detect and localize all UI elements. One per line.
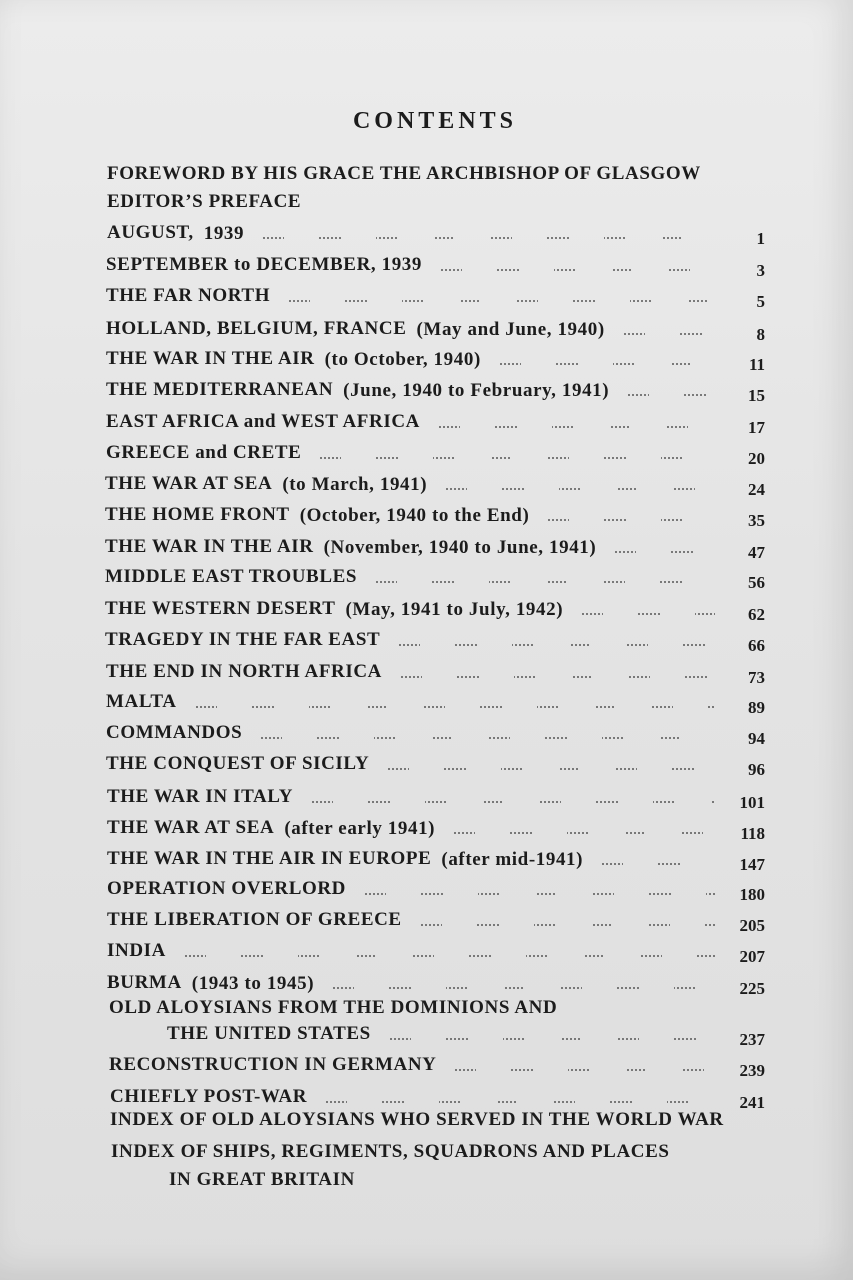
dotted-leader bbox=[601, 863, 715, 865]
toc-entry-page-number: 47 bbox=[748, 543, 765, 562]
toc-entry-title: IN GREAT BRITAIN bbox=[169, 1169, 355, 1190]
toc-entry bbox=[106, 347, 765, 377]
toc-entry-page-number: 147 bbox=[739, 855, 765, 874]
toc-entry-subtitle: (after mid-1941) bbox=[441, 849, 584, 870]
toc-entry bbox=[107, 847, 765, 877]
toc-entry-subtitle: (1943 to 1945) bbox=[191, 973, 315, 994]
toc-entry bbox=[169, 1168, 765, 1198]
dotted-leader bbox=[454, 1069, 715, 1071]
dotted-leader bbox=[311, 801, 715, 803]
toc-entry-title: OLD ALOYSIANS FROM THE DOMINIONS AND bbox=[109, 997, 558, 1018]
toc-entry bbox=[105, 565, 765, 595]
toc-entry bbox=[106, 378, 765, 408]
toc-entry bbox=[107, 221, 765, 251]
toc-entry-title: INDIA bbox=[107, 940, 166, 961]
page-title: CONTENTS bbox=[352, 108, 518, 134]
dotted-leader bbox=[627, 394, 715, 396]
toc-entry-page-number: 239 bbox=[739, 1061, 765, 1080]
toc-entry-page-number: 24 bbox=[748, 480, 765, 499]
toc-entry-title: THE WAR IN ITALY bbox=[107, 786, 294, 807]
toc-entry-title: FOREWORD BY HIS GRACE THE ARCHBISHOP OF GLASGOW bbox=[107, 163, 701, 184]
toc-entry-subtitle: (October, 1940 to the End) bbox=[299, 505, 530, 526]
toc-entry-title: COMMANDOS bbox=[106, 722, 243, 743]
toc-entry-page-number: 56 bbox=[748, 573, 765, 592]
toc-entry-title: RECONSTRUCTION IN GERMANY bbox=[109, 1054, 437, 1075]
toc-entry-page-number: 1 bbox=[756, 229, 765, 248]
toc-entry-title: INDEX OF OLD ALOYSIANS WHO SERVED IN THE WORLD WAR bbox=[110, 1109, 724, 1130]
toc-entry bbox=[111, 1140, 765, 1170]
toc-entry bbox=[105, 628, 765, 658]
toc-entry-subtitle: (November, 1940 to June, 1941) bbox=[323, 537, 597, 558]
dotted-leader bbox=[453, 832, 715, 834]
toc-entry-page-number: 17 bbox=[748, 418, 765, 437]
dotted-leader bbox=[260, 737, 715, 739]
dotted-leader bbox=[438, 426, 715, 428]
toc-entry bbox=[107, 939, 765, 969]
dotted-leader bbox=[420, 924, 715, 926]
toc-entry-title: OPERATION OVERLORD bbox=[107, 878, 346, 899]
dotted-leader bbox=[319, 457, 715, 459]
dotted-leader bbox=[375, 581, 715, 583]
toc-entry-title: GREECE and CRETE bbox=[106, 442, 302, 463]
toc-entry bbox=[106, 284, 765, 314]
toc-entry-page-number: 8 bbox=[756, 325, 765, 344]
toc-entry-subtitle: (to October, 1940) bbox=[324, 349, 481, 370]
dotted-leader bbox=[364, 893, 715, 895]
toc-entry bbox=[105, 597, 765, 627]
dotted-leader bbox=[440, 269, 715, 271]
toc-entry-subtitle: (May and June, 1940) bbox=[416, 319, 605, 340]
toc-entry-title: THE END IN NORTH AFRICA bbox=[106, 661, 382, 682]
toc-entry bbox=[106, 410, 765, 440]
dotted-leader bbox=[581, 613, 715, 615]
toc-entry-page-number: 3 bbox=[756, 261, 765, 280]
toc-entry-title: THE WAR AT SEA bbox=[107, 817, 275, 838]
toc-entry-title: THE FAR NORTH bbox=[106, 285, 271, 306]
toc-entry bbox=[107, 785, 765, 815]
toc-entry-subtitle: (May, 1941 to July, 1942) bbox=[345, 599, 564, 620]
toc-entry-page-number: 66 bbox=[748, 636, 765, 655]
toc-entry bbox=[106, 660, 765, 690]
toc-entry-page-number: 101 bbox=[739, 793, 765, 812]
toc-entry-title: THE LIBERATION OF GREECE bbox=[107, 909, 402, 930]
toc-entry bbox=[107, 877, 765, 907]
toc-entry-page-number: 180 bbox=[739, 885, 765, 904]
toc-entry-page-number: 96 bbox=[748, 760, 765, 779]
toc-entry-title: MALTA bbox=[106, 691, 177, 712]
toc-entry bbox=[106, 441, 765, 471]
toc-entry bbox=[110, 1108, 765, 1138]
toc-entry-title: HOLLAND, BELGIUM, FRANCE bbox=[106, 318, 407, 339]
toc-entry bbox=[107, 162, 765, 192]
toc-entry-title: THE HOME FRONT bbox=[105, 504, 290, 525]
toc-entry-page-number: 241 bbox=[739, 1093, 765, 1112]
toc-entry bbox=[106, 721, 765, 751]
dotted-leader bbox=[398, 644, 715, 646]
toc-entry-page-number: 20 bbox=[748, 449, 765, 468]
toc-entry bbox=[109, 1053, 765, 1083]
toc-entry-page-number: 89 bbox=[748, 698, 765, 717]
toc-entry bbox=[106, 752, 765, 782]
toc-entry-title: MIDDLE EAST TROUBLES bbox=[105, 566, 358, 587]
toc-entry-page-number: 207 bbox=[739, 947, 765, 966]
toc-entry-title: THE WAR AT SEA bbox=[105, 473, 273, 494]
toc-entry-title: EDITOR’S PREFACE bbox=[107, 191, 302, 212]
toc-entry-page-number: 73 bbox=[748, 668, 765, 687]
toc-entry-title: THE MEDITERRANEAN bbox=[106, 379, 334, 400]
toc-entry bbox=[107, 816, 765, 846]
dotted-leader bbox=[400, 676, 715, 678]
toc-entry bbox=[105, 535, 765, 565]
toc-entry bbox=[105, 472, 765, 502]
toc-entry-title: CHIEFLY POST-WAR bbox=[110, 1086, 308, 1107]
dotted-leader bbox=[623, 333, 715, 335]
toc-entry bbox=[107, 190, 765, 220]
dotted-leader bbox=[325, 1101, 715, 1103]
dotted-leader bbox=[614, 551, 715, 553]
toc-entry-subtitle: 1939 bbox=[203, 223, 245, 244]
toc-entry-page-number: 205 bbox=[739, 916, 765, 935]
toc-entry bbox=[107, 908, 765, 938]
toc-entry-page-number: 15 bbox=[748, 386, 765, 405]
toc-entry-page-number: 5 bbox=[756, 292, 765, 311]
toc-entry-page-number: 118 bbox=[740, 824, 765, 843]
dotted-leader bbox=[389, 1038, 715, 1040]
toc-entry-title: INDEX OF SHIPS, REGIMENTS, SQUADRONS AND PLACES bbox=[111, 1141, 670, 1162]
dotted-leader bbox=[445, 488, 715, 490]
toc-entry-title: THE CONQUEST OF SICILY bbox=[106, 753, 370, 774]
toc-entry-title: THE UNITED STATES bbox=[167, 1023, 371, 1044]
toc-entry-page-number: 94 bbox=[748, 729, 765, 748]
dotted-leader bbox=[288, 300, 715, 302]
dotted-leader bbox=[332, 987, 715, 989]
toc-entry-subtitle: (June, 1940 to February, 1941) bbox=[343, 380, 610, 401]
toc-entry-page-number: 35 bbox=[748, 511, 765, 530]
toc-entry-subtitle: (to March, 1941) bbox=[282, 474, 428, 495]
toc-entry-title: THE WAR IN THE AIR IN EUROPE bbox=[107, 848, 432, 869]
toc-entry bbox=[106, 253, 765, 283]
toc-entry-title: THE WAR IN THE AIR bbox=[105, 536, 314, 557]
toc-entry-subtitle: (after early 1941) bbox=[284, 818, 436, 839]
dotted-leader bbox=[262, 237, 715, 239]
toc-entry bbox=[106, 317, 765, 347]
toc-entry bbox=[105, 503, 765, 533]
dotted-leader bbox=[547, 519, 715, 521]
toc-entry-page-number: 62 bbox=[748, 605, 765, 624]
toc-entry-title: SEPTEMBER to DECEMBER, 1939 bbox=[106, 254, 423, 275]
toc-entry-title: THE WESTERN DESERT bbox=[105, 598, 336, 619]
toc-entry bbox=[106, 690, 765, 720]
toc-entry-title: AUGUST, bbox=[107, 222, 194, 243]
toc-entry-title: THE WAR IN THE AIR bbox=[106, 348, 315, 369]
dotted-leader bbox=[499, 363, 715, 365]
toc-entry-title: BURMA bbox=[107, 972, 182, 993]
toc-entry-page-number: 237 bbox=[739, 1030, 765, 1049]
toc-entry-page-number: 225 bbox=[739, 979, 765, 998]
toc-entry-page-number: 11 bbox=[748, 355, 765, 374]
dotted-leader bbox=[387, 768, 715, 770]
dotted-leader bbox=[184, 955, 715, 957]
toc-entry-title: TRAGEDY IN THE FAR EAST bbox=[105, 629, 381, 650]
toc-entry-title: EAST AFRICA and WEST AFRICA bbox=[106, 411, 420, 432]
dotted-leader bbox=[195, 706, 715, 708]
toc-entry bbox=[167, 1022, 765, 1052]
